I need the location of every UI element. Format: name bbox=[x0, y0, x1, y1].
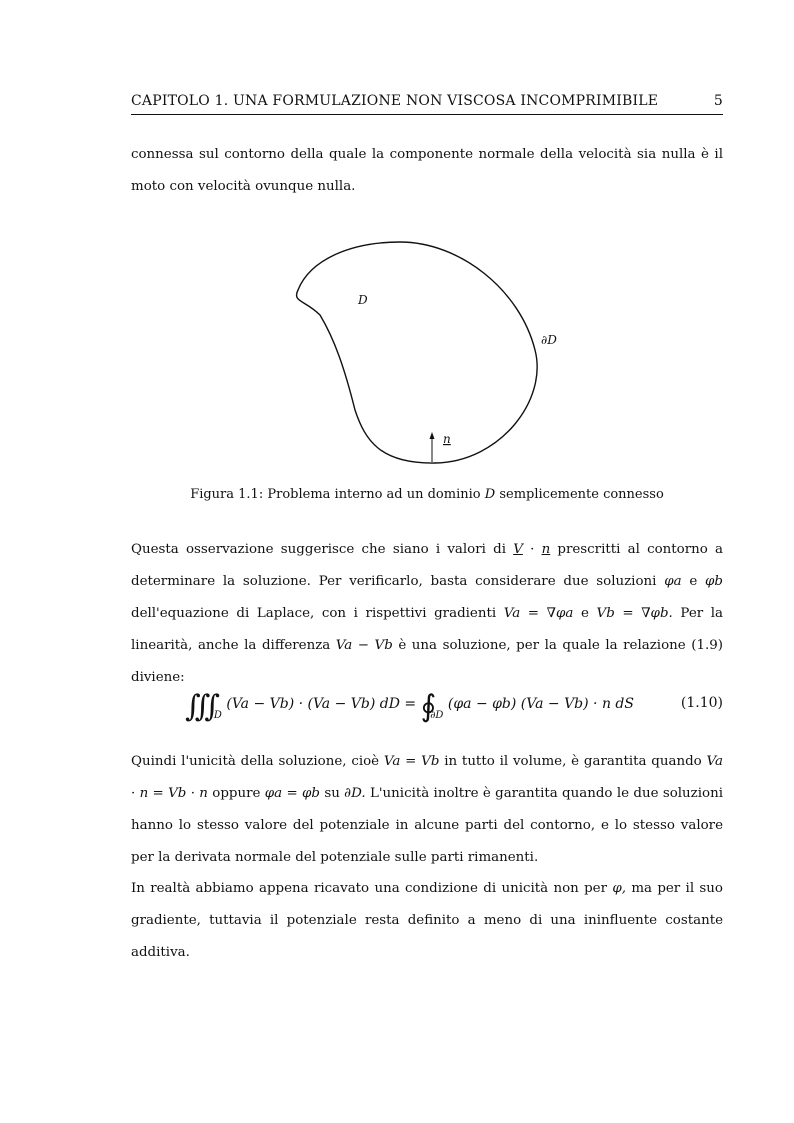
figure-caption: Figura 1.1: Problema interno ad un dominio D semplicemente connesso bbox=[190, 487, 664, 502]
paragraph-conclusion: Quindi l'unicità della soluzione, cioè Va = Vb in tutto il volume, è garantita quando Va · n = Vb · n oppure φa = φb su ∂D. L'unicità inoltre è garantita quando le due soluzioni hanno lo stesso valore del potenziale in alcune parti del contorno, e lo stesso valore per la derivata normale del potenziale sulle parti rimanenti. bbox=[131, 754, 723, 865]
domain-boundary-curve bbox=[297, 242, 538, 463]
arrow-head-icon bbox=[430, 432, 435, 439]
domain-label: D bbox=[358, 293, 368, 307]
equation-1-10: $\int\int\int_D$ (Va − Vb) · (Va − Vb) dD = $∮_{\partial D}$ (φa − φb) (Va − Vb) · n dS (1.10) bbox=[185, 689, 723, 724]
paragraph-gradient: In realtà abbiamo appena ricavato una condizione di unicità non per φ, ma per il suo gradiente, tuttavia il potenziale resta definito a meno di una ininfluente costante additiva. bbox=[131, 881, 723, 960]
chapter-title: CAPITOLO 1. UNA FORMULAZIONE NON VISCOSA INCOMPRIMIBILE bbox=[131, 93, 659, 109]
contour-integral-icon: ∮ bbox=[420, 689, 431, 724]
normal-label: n bbox=[443, 432, 451, 446]
page-number: 5 bbox=[713, 93, 723, 109]
triple-integral-icon: ∫∫∫ bbox=[185, 689, 214, 724]
equation-lhs: (Va − Vb) · (Va − Vb) dD = bbox=[226, 696, 417, 712]
paragraph-continuation: connessa sul contorno della quale la componente normale della velocità sia nulla è il moto con velocità ovunque nulla. bbox=[131, 147, 723, 194]
boundary-label: ∂D bbox=[541, 333, 557, 347]
equation-number: (1.10) bbox=[680, 695, 723, 711]
domain-figure bbox=[290, 240, 557, 470]
header-rule bbox=[131, 114, 723, 115]
paragraph-uniqueness: Questa osservazione suggerisce che siano i valori di V · n prescritti al contorno a determinare la soluzione. Per verificarlo, basta considerare due soluzioni φa e φb dell'equazione di Laplace, con i rispettivi gradienti Va = ∇φa e Vb = ∇φb. Per la linearità, anche la differenza Va − Vb è una soluzione, per la quale la relazione (1.9) diviene: bbox=[131, 542, 724, 685]
equation-rhs: (φa − φb) (Va − Vb) · n dS bbox=[447, 696, 634, 712]
running-header bbox=[131, 93, 723, 109]
